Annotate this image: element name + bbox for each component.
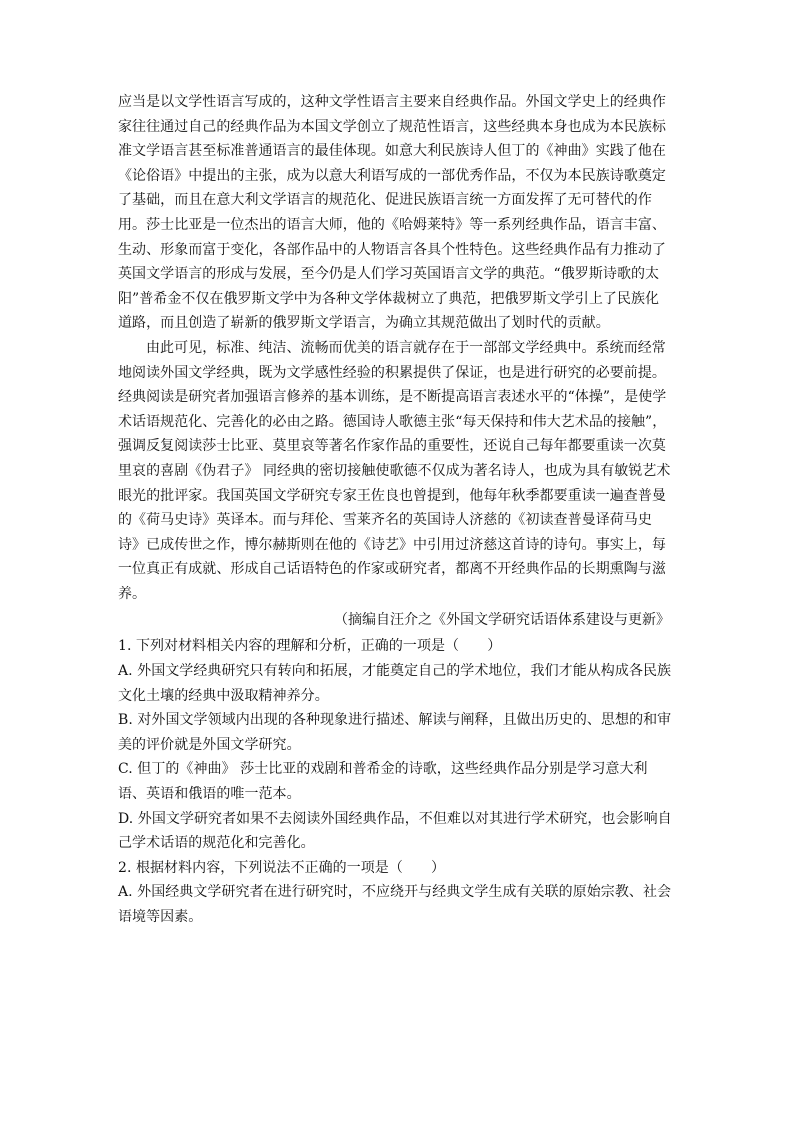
question-2 [118, 856, 676, 930]
text-line: 准文学语言甚至标准普通语言的最佳体现。如意大利民族诗人但丁的《神曲》实践了他在 [118, 143, 666, 160]
source-citation: （摘编自汪介之《外国文学研究话语体系建设与更新》 [334, 612, 670, 629]
option-text: B. 对外国文学领域内出现的各种现象进行描述、解读与阐释，且做出历史的、思想的和审 [118, 712, 672, 729]
option-text: D. 外国文学研究者如果不去阅读外国经典作品，不但难以对其进行学术研究，也会影响自 [118, 810, 672, 827]
text-line: 一位真正有成就、形成自己话语特色的作家或研究者，都离不开经典作品的长期熏陶与滋 [118, 561, 666, 578]
option-text: 己学术话语的规范化和完善化。 [118, 835, 315, 852]
text-line: 经典阅读是研究者加强语言修养的基本训练，是不断提高语言表述水平的“体操”，是使学 [118, 389, 667, 406]
text-line: 的《荷马史诗》英译本。而与拜伦、雪莱齐名的英国诗人济慈的《初读查普曼译荷马史 [118, 512, 652, 529]
text-line: 了基础，而且在意大利文学语言的规范化、促进民族语言统一方面发挥了无可替代的作 [118, 192, 652, 209]
paragraph-2 [118, 336, 676, 607]
text-line: 《论俗语》中提出的主张，成为以意大利语写成的一部优秀作品，不仅为本民族诗歌奠定 [118, 167, 666, 184]
text-line: 用。莎士比亚是一位杰出的语言大师，他的《哈姆莱特》等一系列经典作品，语言丰富、 [118, 216, 666, 233]
option-d [118, 807, 676, 856]
text-line: 生动、形象而富于变化，各部作品中的人物语言各具个性特色。这些经典作品有力推动了 [118, 241, 666, 258]
text-line: 家往往通过自己的经典作品为本国文学创立了规范性语言，这些经典本身也成为本民族标 [118, 118, 666, 135]
text-line: 里哀的喜剧《伪君子》 同经典的密切接触使歌德不仅成为著名诗人，也成为具有敏锐艺术 [118, 462, 671, 479]
option-c [118, 757, 676, 806]
option-a [118, 659, 676, 708]
option-text: A. 外国经典文学研究者在进行研究时，不应绕开与经典文学生成有关联的原始宗教、社会 [118, 884, 672, 901]
question-1 [118, 634, 676, 855]
question-stem: 2. 根据材料内容，下列说法不正确的一项是（ ） [118, 859, 446, 876]
text-line: 英国文学语言的形成与发展，至今仍是人们学习英国语言文学的典范。“俄罗斯诗歌的太 [118, 266, 660, 283]
option-text: 语境等因素。 [118, 909, 203, 925]
text-line: 诗》已成传世之作，博尔赫斯则在他的《诗艺》中引用过济慈这首诗的诗句。事实上，每 [118, 536, 666, 553]
text-line: 地阅读外国文学经典，既为文学感性经验的积累提供了保证，也是进行研究的必要前提。 [118, 364, 666, 381]
paragraph-1 [118, 90, 676, 336]
text-line: 术话语规范化、完善化的必由之路。德国诗人歌德主张“每天保持和伟大艺术品的接触”， [118, 413, 667, 430]
text-line: 由此可见，标准、纯洁、流畅而优美的语言就存在于一部部文学经典中。系统而经常 [146, 339, 666, 356]
question-stem: 1. 下列对材料相关内容的理解和分析，正确的一项是（ ） [118, 638, 502, 655]
option-b [118, 708, 676, 757]
text-line: 养。 [118, 585, 147, 602]
option-text: C. 但丁的《神曲》 莎士比亚的戏剧和普希金的诗歌，这些经典作品分别是学习意大利 [118, 761, 648, 778]
text-line: 道路，而且创造了崭新的俄罗斯文学语言，为确立其规范做出了划时代的贡献。 [118, 315, 610, 332]
text-line: 强调反复阅读莎士比亚、莫里哀等著名作家作品的重要性，还说自己每年都要重读一次莫 [118, 438, 666, 455]
text-line: 应当是以文学性语言写成的，这种文学性语言主要来自经典作品。外国文学史上的经典作 [118, 94, 666, 110]
document-page [118, 90, 676, 930]
option-a [118, 880, 676, 929]
text-line: 眼光的批评家。我国英国文学研究专家王佐良也曾提到，他每年秋季都要重读一遍查普曼 [118, 487, 666, 504]
option-text: 语、英语和俄语的唯一范本。 [118, 786, 301, 803]
option-text: A. 外国文学经典研究只有转向和拓展，才能奠定自己的学术地位，我们才能从构成各民族 [118, 663, 672, 680]
option-text: 文化土壤的经典中汲取精神养分。 [118, 687, 329, 704]
text-line: 阳”普希金不仅在俄罗斯文学中为各种文学体裁树立了典范，把俄罗斯文学引上了民族化 [118, 290, 660, 307]
option-text: 美的评价就是外国文学研究。 [118, 736, 301, 753]
